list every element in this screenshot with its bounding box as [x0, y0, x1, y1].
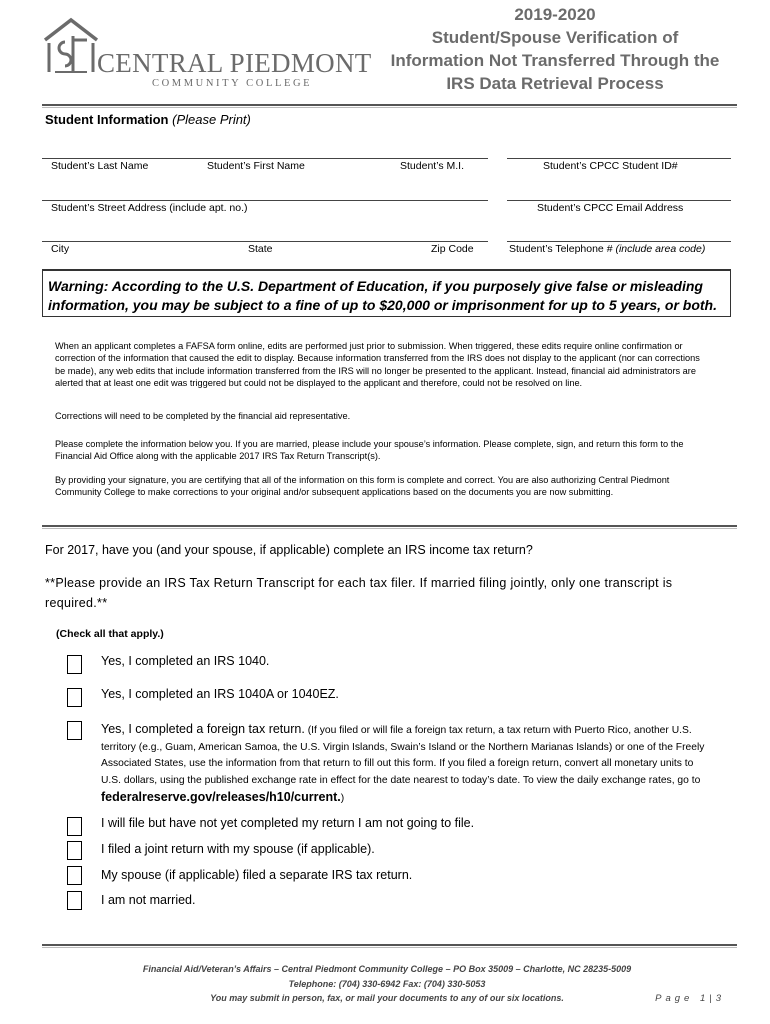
option-not-married-label: I am not married. — [101, 893, 196, 907]
paragraph-corrections: Corrections will need to be completed by the financial aid representative. — [55, 411, 351, 421]
paragraph-certification: By providing your signature, you are certifying that all of the information on this form is complete and correct. You are also authorizing Central Piedmont Community College to make corrections to your original and/or subsequent applications based on the documents you are now submitting. — [55, 475, 670, 498]
telephone-label-text: Student’s Telephone # — [509, 243, 613, 255]
transcript-note: **Please provide an IRS Tax Return Transcript for each tax filer. If married filing jointly, only one transcript is required.** — [45, 576, 673, 610]
street-address-label: Student’s Street Address (include apt. no.) — [51, 202, 248, 214]
checkbox-joint-return[interactable] — [67, 841, 82, 860]
last-name-label: Student’s Last Name — [51, 160, 149, 172]
footer-phone-fax: Telephone: (704) 330-6942 Fax: (704) 330-5053 — [288, 979, 486, 989]
checkbox-completed-1040[interactable] — [67, 655, 82, 674]
college-logo — [43, 16, 372, 96]
checkbox-spouse-separate[interactable] — [67, 866, 82, 885]
warning-box — [42, 269, 731, 317]
cpcc-logo-mark-icon — [43, 16, 99, 76]
footer-divider — [42, 944, 737, 946]
foreign-return-description: (If you filed or will file a foreign tax return, a tax return with Puerto Rico, another U.S. territory (e.g., Guam, American Samoa, the U.S. Virgin Islands, Swain’s Island or the Northern Marianas Islands) or one of the Freely Associated States, use the information from that return to fill out this form. If you filed a foreign return, convert all monetary units to U.S. dollars, using the published exchange rate in effect for the date nearest to today’s date. To view the daily exchange rates, go to — [101, 725, 705, 786]
student-id-field-line[interactable] — [507, 158, 731, 159]
paragraph-instructions: Please complete the information below you. If you are married, please include your spouse’s information. Please complete, sign, and return this form to the Financial Aid Office along with the applicable 2017 IRS Tax Return Transcript(s). — [55, 439, 684, 462]
footer-address: Financial Aid/Veteran’s Affairs – Central Piedmont Community College – PO Box 35009 – Charlotte, NC 28235-5009 — [142, 964, 632, 974]
tax-return-question: For 2017, have you (and your spouse, if applicable) complete an IRS income tax return? — [45, 543, 533, 557]
name-field-line[interactable] — [42, 158, 488, 159]
city-state-zip-field-line[interactable] — [42, 241, 488, 242]
title-line: Student/Spouse Verification of — [431, 28, 679, 47]
checkbox-not-married[interactable] — [67, 891, 82, 910]
foreign-return-lead: Yes, I completed a foreign tax return. — [101, 722, 305, 736]
paragraph-fafsa-edits: When an applicant completes a FAFSA form online, edits are performed just prior to submission. When triggered, these edits require online confirmation or correction of the information that caused the edit to display. Because information transferred from the IRS does not display to the applicant (nor can corrections be made), any web edits that include information transferred from the IRS will no longer be presented to the applicant. Instead, financial aid administrators are alerted that at least one edit was triggered but could not be displayed to the applicant and therefore, could not be resolved on line. — [55, 341, 700, 388]
option-completed-1040-label: Yes, I completed an IRS 1040. — [101, 654, 270, 668]
title-line: IRS Data Retrieval Process — [446, 74, 664, 93]
middle-initial-label: Student’s M.I. — [400, 160, 465, 172]
header-divider — [42, 104, 737, 106]
address-field-line[interactable] — [42, 200, 488, 201]
option-foreign-return-label — [101, 721, 711, 808]
foreign-return-close: ) — [340, 793, 345, 804]
checkbox-completed-1040a[interactable] — [67, 688, 82, 707]
exchange-rate-link[interactable]: federalreserve.gov/releases/h10/current. — [101, 790, 341, 804]
option-completed-1040a-label: Yes, I completed an IRS 1040A or 1040EZ. — [101, 687, 339, 701]
telephone-label — [509, 243, 705, 255]
heading-note: (Please Print) — [172, 112, 251, 127]
email-field-line[interactable] — [507, 200, 731, 201]
option-will-file-label: I will file but have not yet completed my return I am not going to file. — [101, 816, 475, 830]
checkbox-foreign-return[interactable] — [67, 721, 82, 740]
warning-text: Warning: According to the U.S. Department of Education, if you purposely give false or misleading information, you may be subject to a fine of up to $20,000 or imprisonment for up to 5 years, or both. — [48, 278, 717, 313]
state-label: State — [248, 243, 273, 255]
check-all-instruction: (Check all that apply.) — [56, 628, 164, 640]
student-id-label: Student’s CPCC Student ID# — [543, 160, 678, 172]
footer-divider-thin — [42, 947, 737, 948]
option-spouse-separate-label: My spouse (if applicable) filed a separate IRS tax return. — [101, 868, 413, 882]
logo-subtitle: COMMUNITY COLLEGE — [152, 78, 313, 89]
header-divider-thin — [42, 107, 737, 108]
footer-submit-note: You may submit in person, fax, or mail your documents to any of our six locations. — [210, 993, 564, 1003]
checkbox-will-file[interactable] — [67, 817, 82, 836]
title-line: Information Not Transferred Through the — [390, 51, 720, 70]
zip-code-label: Zip Code — [431, 243, 474, 255]
section-divider — [42, 525, 737, 527]
heading-text: Student Information — [45, 112, 169, 127]
logo-name: CENTRAL PIEDMONT — [97, 48, 372, 78]
email-label: Student’s CPCC Email Address — [537, 202, 684, 214]
title-line: 2019-2020 — [514, 5, 596, 24]
student-info-heading — [45, 112, 251, 127]
option-joint-return-label: I filed a joint return with my spouse (if applicable). — [101, 842, 375, 856]
page-number: Page 1|3 — [655, 993, 725, 1004]
telephone-field-line[interactable] — [507, 241, 731, 242]
first-name-label: Student’s First Name — [207, 160, 305, 172]
telephone-label-note: (include area code) — [615, 243, 706, 255]
city-label: City — [51, 243, 70, 255]
section-divider-thin — [42, 528, 737, 529]
page-title — [380, 3, 730, 95]
